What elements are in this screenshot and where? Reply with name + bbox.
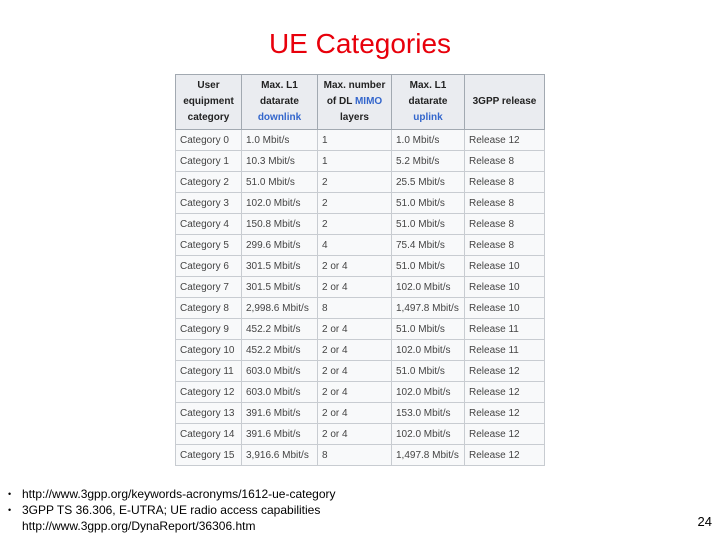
cell-category: Category 7: [176, 277, 242, 298]
cell-ul-datarate: 1.0 Mbit/s: [392, 130, 465, 151]
cell-mimo-layers: 8: [318, 445, 392, 466]
bullet-icon: •: [8, 489, 12, 499]
cell-dl-datarate: 391.6 Mbit/s: [242, 403, 318, 424]
cell-release: Release 8: [465, 193, 545, 214]
cell-ul-datarate: 25.5 Mbit/s: [392, 172, 465, 193]
cell-ul-datarate: 5.2 Mbit/s: [392, 151, 465, 172]
cell-dl-datarate: 301.5 Mbit/s: [242, 277, 318, 298]
cell-ul-datarate: 1,497.8 Mbit/s: [392, 298, 465, 319]
reference-link[interactable]: http://www.3gpp.org/DynaReport/36306.htm: [22, 519, 256, 533]
header-line: [320, 94, 389, 110]
cell-dl-datarate: 2,998.6 Mbit/s: [242, 298, 318, 319]
cell-dl-datarate: 10.3 Mbit/s: [242, 151, 318, 172]
cell-dl-datarate: 391.6 Mbit/s: [242, 424, 318, 445]
cell-ul-datarate: 51.0 Mbit/s: [392, 256, 465, 277]
cell-mimo-layers: 2 or 4: [318, 361, 392, 382]
cell-ul-datarate: 102.0 Mbit/s: [392, 382, 465, 403]
cell-ul-datarate: 51.0 Mbit/s: [392, 361, 465, 382]
table-row: [176, 214, 545, 235]
cell-dl-datarate: 452.2 Mbit/s: [242, 319, 318, 340]
bullet-icon: •: [8, 505, 12, 515]
cell-dl-datarate: 150.8 Mbit/s: [242, 214, 318, 235]
cell-category: Category 9: [176, 319, 242, 340]
cell-category: Category 12: [176, 382, 242, 403]
table-row: [176, 256, 545, 277]
header-line: category: [187, 112, 230, 123]
header-3gpp-release: 3GPP release: [465, 75, 545, 130]
header-line: Max. L1: [261, 80, 298, 91]
cell-release: Release 8: [465, 235, 545, 256]
reference-item: [8, 486, 335, 502]
cell-ul-datarate: 102.0 Mbit/s: [392, 424, 465, 445]
header-line: datarate: [408, 96, 448, 107]
references: [8, 486, 335, 534]
cell-release: Release 12: [465, 445, 545, 466]
cell-ul-datarate: 75.4 Mbit/s: [392, 235, 465, 256]
table-row: [176, 424, 545, 445]
ue-category-table-container: [175, 74, 544, 466]
cell-mimo-layers: 1: [318, 130, 392, 151]
table-row: [176, 403, 545, 424]
cell-dl-datarate: 301.5 Mbit/s: [242, 256, 318, 277]
cell-ul-datarate: 102.0 Mbit/s: [392, 277, 465, 298]
cell-category: Category 1: [176, 151, 242, 172]
reference-link[interactable]: http://www.3gpp.org/keywords-acronyms/1612-ue-category: [22, 487, 336, 501]
table-row: [176, 361, 545, 382]
cell-dl-datarate: 51.0 Mbit/s: [242, 172, 318, 193]
header-ue-category: [176, 75, 242, 130]
cell-category: Category 0: [176, 130, 242, 151]
cell-mimo-layers: 2 or 4: [318, 403, 392, 424]
downlink-link[interactable]: downlink: [257, 112, 302, 123]
cell-release: Release 12: [465, 382, 545, 403]
header-line: equipment: [183, 96, 234, 107]
cell-mimo-layers: 2 or 4: [318, 319, 392, 340]
header-max-dl-datarate: [242, 75, 318, 130]
table-row: [176, 319, 545, 340]
cell-mimo-layers: 1: [318, 151, 392, 172]
cell-mimo-layers: 4: [318, 235, 392, 256]
table-row: [176, 151, 545, 172]
cell-release: Release 8: [465, 214, 545, 235]
cell-release: Release 12: [465, 424, 545, 445]
cell-mimo-layers: 2 or 4: [318, 382, 392, 403]
cell-mimo-layers: 2: [318, 193, 392, 214]
cell-category: Category 8: [176, 298, 242, 319]
ue-category-table: [175, 74, 545, 466]
cell-release: Release 11: [465, 319, 545, 340]
cell-release: Release 10: [465, 298, 545, 319]
cell-mimo-layers: 2 or 4: [318, 424, 392, 445]
cell-release: Release 10: [465, 277, 545, 298]
cell-category: Category 13: [176, 403, 242, 424]
cell-category: Category 14: [176, 424, 242, 445]
header-max-mimo-layers: [318, 75, 392, 130]
cell-ul-datarate: 51.0 Mbit/s: [392, 193, 465, 214]
cell-release: Release 12: [465, 130, 545, 151]
cell-category: Category 10: [176, 340, 242, 361]
cell-release: Release 8: [465, 172, 545, 193]
cell-ul-datarate: 153.0 Mbit/s: [392, 403, 465, 424]
table-row: [176, 193, 545, 214]
header-line: User: [197, 80, 220, 91]
cell-dl-datarate: 299.6 Mbit/s: [242, 235, 318, 256]
table-header-row: [176, 75, 545, 130]
cell-release: Release 12: [465, 361, 545, 382]
reference-text: 3GPP TS 36.306, E-UTRA; UE radio access capabilities: [22, 503, 321, 517]
cell-release: Release 10: [465, 256, 545, 277]
cell-release: Release 12: [465, 403, 545, 424]
table-row: [176, 235, 545, 256]
cell-category: Category 4: [176, 214, 242, 235]
cell-mimo-layers: 2 or 4: [318, 256, 392, 277]
cell-ul-datarate: 51.0 Mbit/s: [392, 319, 465, 340]
cell-dl-datarate: 452.2 Mbit/s: [242, 340, 318, 361]
cell-release: Release 11: [465, 340, 545, 361]
cell-release: Release 8: [465, 151, 545, 172]
cell-ul-datarate: 102.0 Mbit/s: [392, 340, 465, 361]
mimo-link[interactable]: MIMO: [354, 96, 383, 107]
header-line: Max. L1: [409, 80, 447, 91]
table-row: [176, 340, 545, 361]
table-row: [176, 298, 545, 319]
page-number: 24: [697, 514, 712, 529]
table-row: [176, 130, 545, 151]
cell-category: Category 3: [176, 193, 242, 214]
cell-category: Category 11: [176, 361, 242, 382]
header-line: layers: [340, 112, 369, 123]
cell-mimo-layers: 2 or 4: [318, 340, 392, 361]
cell-mimo-layers: 2 or 4: [318, 277, 392, 298]
cell-category: Category 5: [176, 235, 242, 256]
reference-item: [8, 502, 335, 518]
header-line: datarate: [260, 96, 299, 107]
header-text: of DL: [326, 96, 353, 107]
cell-ul-datarate: 51.0 Mbit/s: [392, 214, 465, 235]
table-row: [176, 277, 545, 298]
cell-dl-datarate: 3,916.6 Mbit/s: [242, 445, 318, 466]
cell-mimo-layers: 8: [318, 298, 392, 319]
table-row: [176, 445, 545, 466]
cell-dl-datarate: 1.0 Mbit/s: [242, 130, 318, 151]
cell-mimo-layers: 2: [318, 172, 392, 193]
table-row: [176, 172, 545, 193]
table-row: [176, 382, 545, 403]
cell-mimo-layers: 2: [318, 214, 392, 235]
cell-category: Category 2: [176, 172, 242, 193]
cell-category: Category 6: [176, 256, 242, 277]
header-max-ul-datarate: [392, 75, 465, 130]
cell-dl-datarate: 603.0 Mbit/s: [242, 382, 318, 403]
cell-dl-datarate: 102.0 Mbit/s: [242, 193, 318, 214]
cell-ul-datarate: 1,497.8 Mbit/s: [392, 445, 465, 466]
cell-category: Category 15: [176, 445, 242, 466]
header-line: Max. number: [323, 80, 386, 91]
uplink-link[interactable]: uplink: [413, 112, 443, 123]
slide-title: UE Categories: [268, 28, 452, 59]
table-body: [176, 130, 545, 466]
cell-dl-datarate: 603.0 Mbit/s: [242, 361, 318, 382]
